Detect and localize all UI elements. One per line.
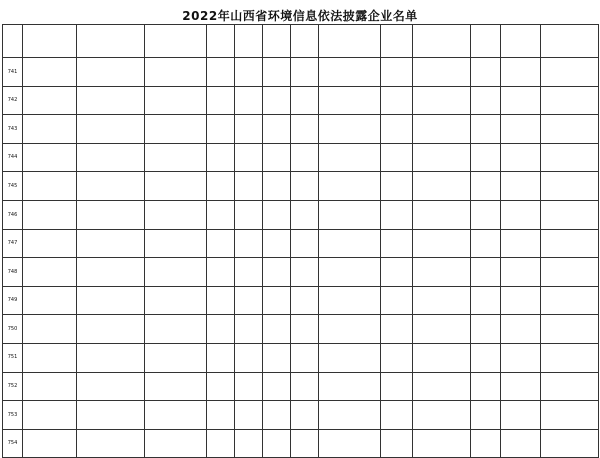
cell-town: [291, 115, 319, 144]
cell-city: [235, 172, 263, 201]
cell-no: 744: [3, 143, 23, 172]
cell-code: [145, 200, 207, 229]
cell-name: [23, 372, 77, 401]
cell-town: [291, 343, 319, 372]
table-row: [3, 372, 599, 401]
cell-town: [291, 315, 319, 344]
cell-c3: [541, 58, 599, 87]
cell-name: [23, 172, 77, 201]
table-row: [3, 58, 599, 87]
cell-industry: [77, 343, 145, 372]
cell-industry: [77, 86, 145, 115]
cell-industry: [77, 372, 145, 401]
cell-phone: [413, 86, 471, 115]
cell-city: [235, 229, 263, 258]
cell-c3: [541, 372, 599, 401]
cell-code: [145, 258, 207, 287]
table-row: [3, 286, 599, 315]
cell-county: [263, 429, 291, 458]
cell-city: [235, 86, 263, 115]
cell-town: [291, 229, 319, 258]
cell-city: [235, 429, 263, 458]
cell-county: [263, 143, 291, 172]
header-cell: [207, 25, 235, 58]
cell-c2: [501, 343, 541, 372]
cell-industry: [77, 229, 145, 258]
cell-no: 748: [3, 258, 23, 287]
cell-county: [263, 172, 291, 201]
cell-county: [263, 372, 291, 401]
cell-name: [23, 143, 77, 172]
table-row: [3, 429, 599, 458]
cell-no: 752: [3, 372, 23, 401]
cell-c1: [471, 229, 501, 258]
cell-city: [235, 258, 263, 287]
cell-name: [23, 286, 77, 315]
cell-province: [207, 343, 235, 372]
cell-county: [263, 229, 291, 258]
cell-c3: [541, 115, 599, 144]
cell-name: [23, 315, 77, 344]
cell-c1: [471, 372, 501, 401]
cell-addr: [319, 172, 381, 201]
cell-contact: [381, 229, 413, 258]
cell-no: 749: [3, 286, 23, 315]
table-header: [3, 25, 599, 58]
cell-phone: [413, 343, 471, 372]
cell-c3: [541, 429, 599, 458]
cell-province: [207, 58, 235, 87]
cell-phone: [413, 401, 471, 430]
cell-addr: [319, 86, 381, 115]
cell-city: [235, 143, 263, 172]
header-cell: [263, 25, 291, 58]
cell-addr: [319, 372, 381, 401]
cell-c1: [471, 58, 501, 87]
cell-addr: [319, 115, 381, 144]
cell-industry: [77, 115, 145, 144]
cell-c1: [471, 258, 501, 287]
cell-town: [291, 401, 319, 430]
cell-county: [263, 86, 291, 115]
cell-town: [291, 372, 319, 401]
cell-county: [263, 343, 291, 372]
cell-addr: [319, 343, 381, 372]
cell-phone: [413, 172, 471, 201]
cell-no: 750: [3, 315, 23, 344]
cell-province: [207, 258, 235, 287]
header-cell: [501, 25, 541, 58]
header-cell: [291, 25, 319, 58]
cell-phone: [413, 58, 471, 87]
cell-addr: [319, 401, 381, 430]
cell-industry: [77, 143, 145, 172]
cell-contact: [381, 58, 413, 87]
cell-c2: [501, 315, 541, 344]
table-row: [3, 115, 599, 144]
cell-c3: [541, 258, 599, 287]
cell-town: [291, 286, 319, 315]
cell-city: [235, 58, 263, 87]
cell-addr: [319, 258, 381, 287]
table-row: [3, 143, 599, 172]
cell-phone: [413, 372, 471, 401]
cell-contact: [381, 143, 413, 172]
cell-city: [235, 200, 263, 229]
cell-no: 746: [3, 200, 23, 229]
cell-c3: [541, 200, 599, 229]
cell-phone: [413, 200, 471, 229]
cell-c2: [501, 372, 541, 401]
cell-c3: [541, 143, 599, 172]
cell-addr: [319, 315, 381, 344]
cell-code: [145, 429, 207, 458]
cell-c1: [471, 200, 501, 229]
cell-industry: [77, 286, 145, 315]
cell-contact: [381, 372, 413, 401]
cell-city: [235, 372, 263, 401]
cell-addr: [319, 286, 381, 315]
cell-town: [291, 200, 319, 229]
cell-industry: [77, 172, 145, 201]
cell-name: [23, 229, 77, 258]
cell-c3: [541, 401, 599, 430]
cell-industry: [77, 401, 145, 430]
cell-name: [23, 58, 77, 87]
cell-name: [23, 401, 77, 430]
cell-c2: [501, 229, 541, 258]
cell-c2: [501, 58, 541, 87]
cell-county: [263, 401, 291, 430]
header-cell: [145, 25, 207, 58]
cell-code: [145, 343, 207, 372]
cell-town: [291, 258, 319, 287]
cell-county: [263, 200, 291, 229]
cell-province: [207, 315, 235, 344]
cell-code: [145, 286, 207, 315]
cell-town: [291, 429, 319, 458]
cell-addr: [319, 200, 381, 229]
cell-c2: [501, 143, 541, 172]
cell-city: [235, 343, 263, 372]
cell-contact: [381, 401, 413, 430]
cell-code: [145, 172, 207, 201]
cell-c3: [541, 286, 599, 315]
header-cell: [77, 25, 145, 58]
cell-county: [263, 286, 291, 315]
cell-contact: [381, 172, 413, 201]
header-cell: [235, 25, 263, 58]
cell-c1: [471, 429, 501, 458]
cell-province: [207, 86, 235, 115]
cell-phone: [413, 429, 471, 458]
cell-c2: [501, 200, 541, 229]
cell-name: [23, 86, 77, 115]
cell-c2: [501, 172, 541, 201]
cell-province: [207, 429, 235, 458]
cell-province: [207, 401, 235, 430]
cell-c1: [471, 172, 501, 201]
cell-town: [291, 143, 319, 172]
cell-c1: [471, 143, 501, 172]
enterprise-table: [2, 24, 599, 458]
cell-town: [291, 172, 319, 201]
cell-province: [207, 372, 235, 401]
cell-province: [207, 143, 235, 172]
cell-c2: [501, 429, 541, 458]
table-body: [3, 58, 599, 458]
cell-code: [145, 315, 207, 344]
cell-county: [263, 115, 291, 144]
cell-province: [207, 286, 235, 315]
cell-province: [207, 200, 235, 229]
cell-c1: [471, 286, 501, 315]
cell-no: 753: [3, 401, 23, 430]
cell-c2: [501, 86, 541, 115]
cell-name: [23, 258, 77, 287]
cell-province: [207, 172, 235, 201]
cell-c1: [471, 86, 501, 115]
cell-no: 745: [3, 172, 23, 201]
table-row: [3, 258, 599, 287]
cell-name: [23, 200, 77, 229]
cell-industry: [77, 200, 145, 229]
cell-code: [145, 229, 207, 258]
cell-c2: [501, 401, 541, 430]
table-row: [3, 86, 599, 115]
cell-county: [263, 258, 291, 287]
cell-industry: [77, 429, 145, 458]
cell-contact: [381, 429, 413, 458]
cell-contact: [381, 86, 413, 115]
table-row: [3, 401, 599, 430]
cell-industry: [77, 315, 145, 344]
cell-phone: [413, 286, 471, 315]
table-row: [3, 315, 599, 344]
cell-city: [235, 115, 263, 144]
cell-no: 747: [3, 229, 23, 258]
cell-phone: [413, 258, 471, 287]
cell-province: [207, 115, 235, 144]
cell-code: [145, 143, 207, 172]
cell-c2: [501, 286, 541, 315]
cell-phone: [413, 143, 471, 172]
cell-contact: [381, 200, 413, 229]
table-row: [3, 200, 599, 229]
cell-contact: [381, 315, 413, 344]
cell-addr: [319, 143, 381, 172]
cell-code: [145, 372, 207, 401]
cell-addr: [319, 429, 381, 458]
cell-no: 754: [3, 429, 23, 458]
cell-town: [291, 58, 319, 87]
cell-addr: [319, 229, 381, 258]
cell-county: [263, 58, 291, 87]
cell-addr: [319, 58, 381, 87]
header-cell: [23, 25, 77, 58]
cell-industry: [77, 258, 145, 287]
cell-c2: [501, 258, 541, 287]
header-cell: [381, 25, 413, 58]
cell-name: [23, 115, 77, 144]
table-row: [3, 229, 599, 258]
cell-city: [235, 315, 263, 344]
page-title: 2022年山西省环境信息依法披露企业名单: [182, 9, 418, 23]
header-cell: [3, 25, 23, 58]
cell-code: [145, 115, 207, 144]
cell-code: [145, 401, 207, 430]
cell-c3: [541, 86, 599, 115]
table-row: [3, 172, 599, 201]
cell-city: [235, 286, 263, 315]
cell-contact: [381, 115, 413, 144]
cell-contact: [381, 343, 413, 372]
cell-c1: [471, 343, 501, 372]
cell-phone: [413, 115, 471, 144]
table-row: [3, 343, 599, 372]
cell-code: [145, 86, 207, 115]
cell-no: 741: [3, 58, 23, 87]
cell-no: 751: [3, 343, 23, 372]
cell-province: [207, 229, 235, 258]
cell-city: [235, 401, 263, 430]
cell-name: [23, 343, 77, 372]
cell-c3: [541, 315, 599, 344]
cell-contact: [381, 258, 413, 287]
header-cell: [413, 25, 471, 58]
cell-c3: [541, 172, 599, 201]
cell-code: [145, 58, 207, 87]
cell-phone: [413, 229, 471, 258]
cell-industry: [77, 58, 145, 87]
cell-c2: [501, 115, 541, 144]
cell-county: [263, 315, 291, 344]
cell-town: [291, 86, 319, 115]
header-row: [3, 25, 599, 58]
cell-c3: [541, 229, 599, 258]
cell-contact: [381, 286, 413, 315]
cell-no: 743: [3, 115, 23, 144]
cell-c1: [471, 401, 501, 430]
header-cell: [319, 25, 381, 58]
cell-name: [23, 429, 77, 458]
cell-c1: [471, 115, 501, 144]
cell-no: 742: [3, 86, 23, 115]
header-cell: [541, 25, 599, 58]
cell-c3: [541, 343, 599, 372]
cell-c1: [471, 315, 501, 344]
cell-phone: [413, 315, 471, 344]
header-cell: [471, 25, 501, 58]
